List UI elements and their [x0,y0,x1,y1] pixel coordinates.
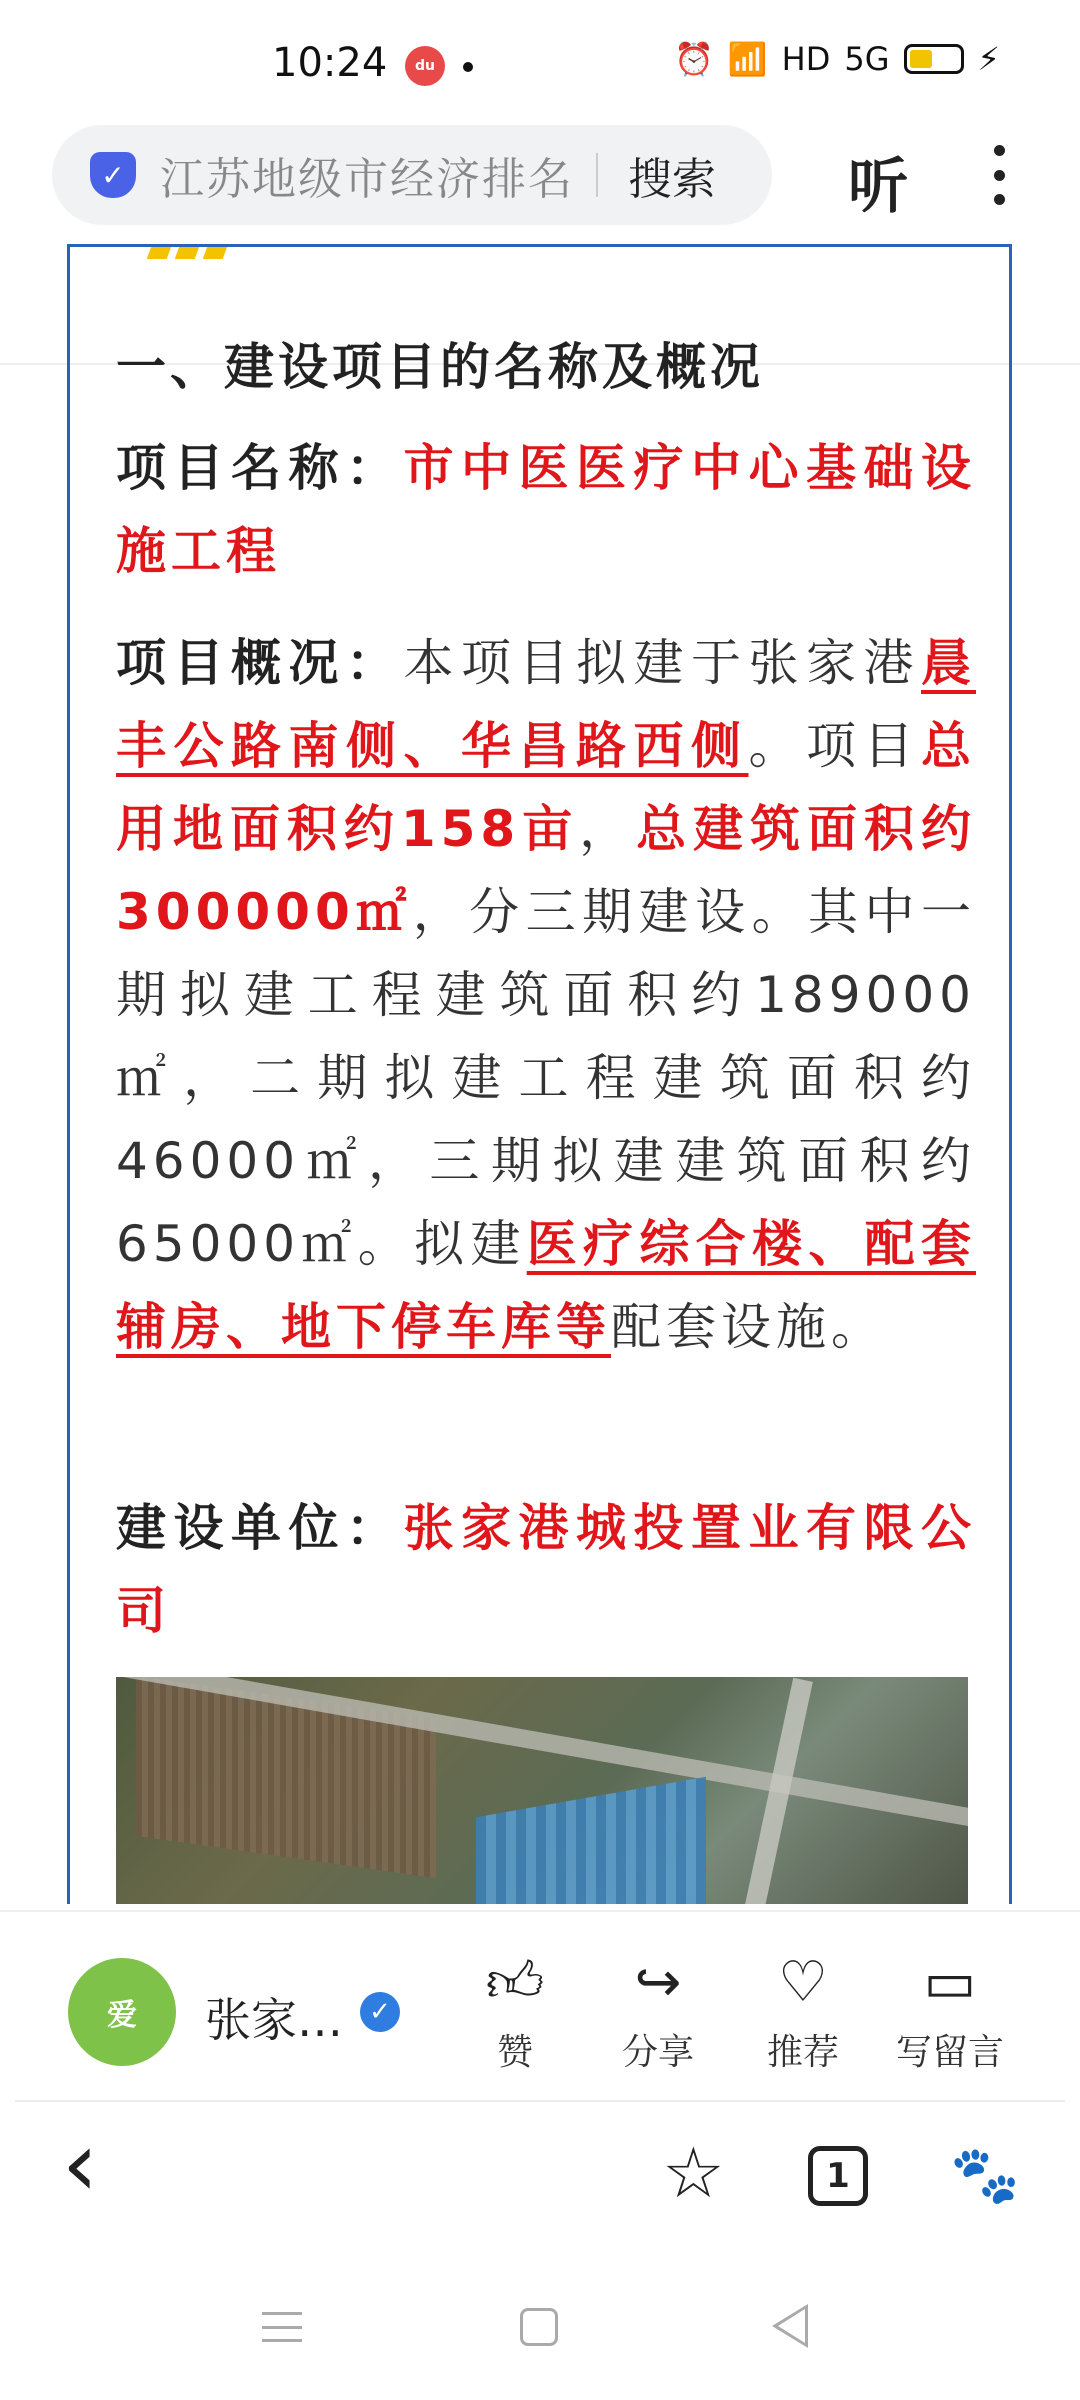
author-name[interactable]: 张家… [205,1993,343,2047]
thumbs-up-icon: 👍︎ [485,1950,545,2015]
share-button[interactable] [588,1948,728,2075]
overview-intro: 本项目拟建于张家港 [403,634,921,692]
like-button[interactable] [445,1948,585,2075]
baidu-paw-icon[interactable]: 🐾 [950,2143,1020,2208]
satellite-map-image[interactable] [116,1677,968,1904]
browser-top-bar [0,125,1080,240]
map-site-highlight [476,1777,706,1904]
notification-dot-icon [463,62,473,72]
home-icon[interactable] [520,2308,558,2346]
overview-text-2: ，分三期建设。其中一期拟建工程建筑面积约189000㎡，二期拟建工程建筑面积约46000㎡，三期拟建建筑面积约65000㎡。拟建 [116,883,976,1273]
browser-nav-bar [0,2102,1080,2252]
overview-label: 项目概况： [116,634,404,692]
wifi-icon: 📶 [727,40,768,78]
system-back-icon[interactable] [772,2304,808,2348]
alarm-icon: ⏰ [673,40,714,78]
status-time: 10:24 [272,40,388,86]
project-name-label: 项目名称： [116,439,404,497]
verified-icon: ✓ [360,1992,400,2032]
overview-building-area: 总建筑面积约300000㎡ [116,800,977,941]
status-bar [0,0,1080,130]
shield-check-icon: ✓ [90,152,136,198]
more-options-icon[interactable] [993,145,1005,205]
project-overview-paragraph [116,622,976,1369]
heart-icon: ♡ [777,1950,829,2015]
recommend-button[interactable] [733,1948,873,2075]
battery-icon [904,44,964,74]
overview-text-3: 配套设施。 [611,1298,886,1356]
search-box[interactable] [52,125,772,225]
system-nav-bar [0,2260,1080,2400]
recommend-label: 推荐 [766,2032,839,2073]
comment-button[interactable] [880,1948,1020,2075]
charging-icon: ⚡ [977,40,1000,78]
star-icon[interactable]: ☆ [662,2132,725,2214]
project-name-paragraph [116,427,976,593]
network-label: HD [781,40,831,78]
comment-label: 写留言 [895,2032,1004,2073]
decorative-marks [150,244,226,259]
status-indicators [674,40,1000,78]
article-content [67,244,1012,1904]
unit-value: 张家港城投置业有限公司 [116,1499,976,1640]
overview-facilities: 医疗综合楼、配套辅房、地下停车库等 [116,1215,976,1356]
search-input[interactable]: 江苏地级市经济排名 [160,154,574,205]
baidu-map-icon: du [405,46,445,86]
listen-button[interactable]: 听 [848,152,908,222]
author-avatar[interactable]: 爱 [68,1958,176,2066]
share-icon: ↪ [634,1950,682,2015]
tabs-button[interactable]: 1 [808,2146,868,2206]
search-divider [596,153,598,197]
search-button[interactable]: 搜索 [628,154,716,205]
project-name-value: 市中医医疗中心基础设施工程 [116,439,976,580]
section-title: 一、建设项目的名称及概况 [116,338,764,396]
overview-land-area: 总用地面积约158亩 [116,717,976,858]
overview-text-1: 。项目 [748,717,921,775]
recent-apps-icon[interactable] [262,2312,302,2342]
comment-icon: ▭ [923,1950,977,2015]
back-icon[interactable]: ‹ [62,2112,98,2217]
share-label: 分享 [621,2032,694,2073]
article-action-bar [0,1910,1080,2100]
like-label: 赞 [496,2032,533,2073]
signal-label: 5G [844,40,890,78]
overview-location: 晨丰公路南侧、华昌路西侧 [116,634,976,775]
unit-label: 建设单位： [116,1499,404,1557]
construction-unit-paragraph [116,1487,976,1653]
overview-comma: ， [579,800,637,858]
